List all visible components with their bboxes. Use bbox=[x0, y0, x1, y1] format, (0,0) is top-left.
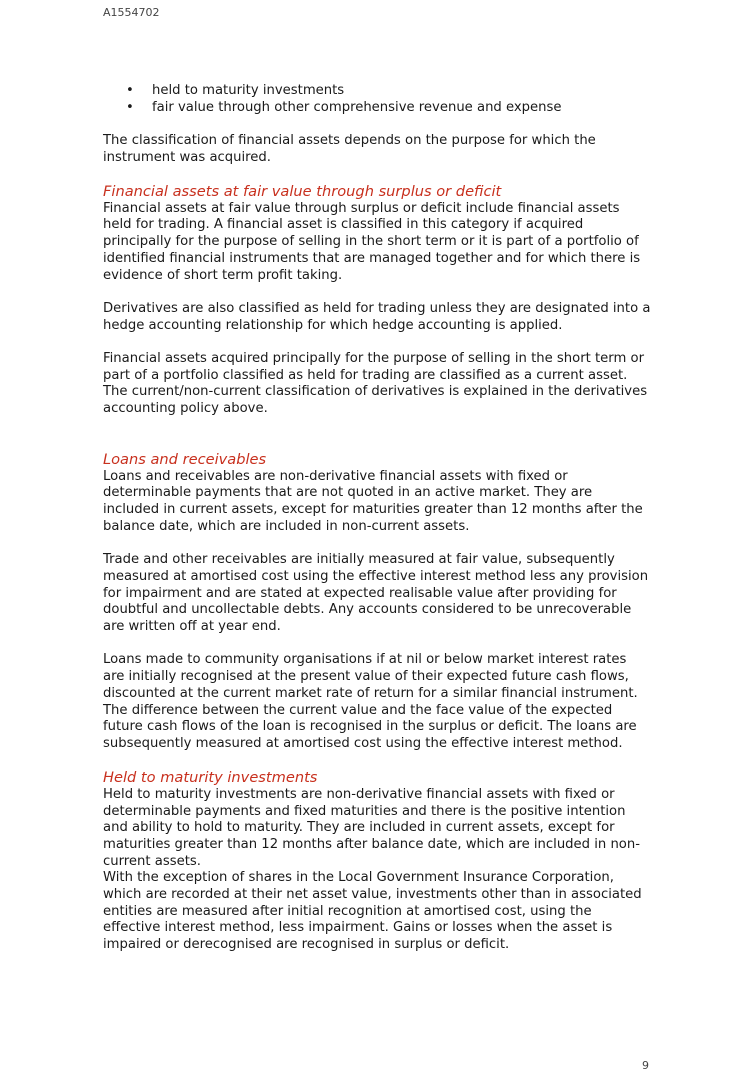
page-content bbox=[103, 83, 651, 954]
section-heading-fair-value: Financial assets at fair value through surplus or deficit bbox=[103, 183, 502, 201]
section-heading-loans: Loans and receivables bbox=[103, 451, 267, 469]
paragraph: Loans and receivables are non-derivative financial assets with fixed or determinable payments that are not quoted in an active market. They are included in current assets, except for maturities greater than 12 months after the balance date, which are included in non-current assets. bbox=[103, 468, 643, 534]
page-number: 9 bbox=[642, 1059, 649, 1072]
bullet-item: • held to maturity investments bbox=[103, 83, 651, 100]
bullet-item: • fair value through other comprehensive revenue and expense bbox=[103, 100, 651, 117]
paragraph: Trade and other receivables are initially measured at fair value, subsequently measured at amortised cost using the effective interest method less any provision for impairment and are stated at expected realisable value after providing for doubtful and uncollectable debts. Any accounts considered to be unrecoverable are written off at year end. bbox=[103, 552, 649, 634]
paragraph: Financial assets acquired principally for the purpose of selling in the short term or part of a portfolio classified as held for trading are classified as a current asset. The current/non-current classification of derivatives is explained in the derivatives accounting policy above. bbox=[103, 350, 648, 417]
paragraph: Financial assets at fair value through surplus or deficit include financial assets held for trading. A financial asset is classified in this category if acquired principally for the purpose of selling in the short term or it is part of a portfolio of identified financial instruments that are managed together and for which there is evidence of short term profit taking. bbox=[103, 200, 641, 283]
paragraph: Held to maturity investments are non-derivative financial assets with fixed or determinable payments and fixed maturities and there is the positive intention and ability to hold to maturity. They are included in current assets, except for maturities greater than 12 months after balance date, which are included in non-current assets. bbox=[103, 786, 640, 869]
intro-paragraph: The classification of financial assets depends on the purpose for which the instrument was acquired. bbox=[103, 133, 596, 165]
section-heading-held-to-maturity: Held to maturity investments bbox=[103, 769, 318, 787]
paragraph: With the exception of shares in the Local Government Insurance Corporation, which are recorded at their net asset value, investments other than in associated entities are measured after initial recognition at amortised cost, using the effective interest method, less impairment. Gains or losses when the asset is impaired or derecognised are recognised in surplus or deficit. bbox=[103, 870, 642, 953]
paragraph: Derivatives are also classified as held for trading unless they are designated into a hedge accounting relationship for which hedge accounting is applied. bbox=[103, 300, 651, 333]
paragraph: Loans made to community organisations if at nil or below market interest rates are initially recognised at the present value of their expected future cash flows, discounted at the current market rate of return for a similar financial instrument. The difference between the current value and the face value of the expected future cash flows of the loan is recognised in the surplus or deficit. The loans are subsequently measured at amortised cost using the effective interest method. bbox=[103, 652, 638, 751]
document-id: A1554702 bbox=[103, 6, 160, 19]
bullet-list bbox=[103, 83, 651, 116]
